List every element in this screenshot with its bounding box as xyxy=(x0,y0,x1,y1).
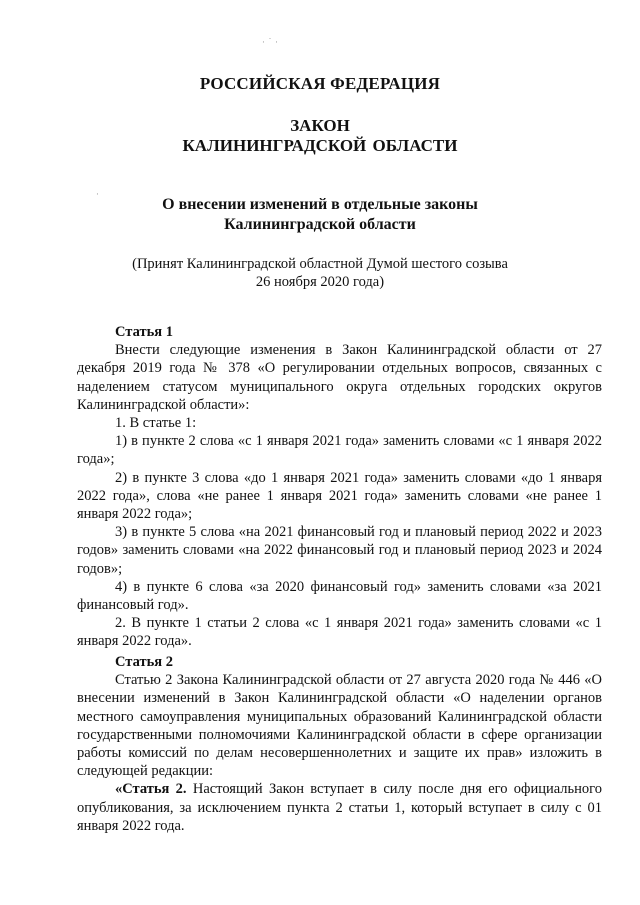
law-heading: ЗАКОН xyxy=(290,116,350,135)
article-1-heading: Статья 1 xyxy=(115,324,173,340)
article-1-subitem-4: 4) в пункте 6 слова «за 2020 финансовый год» заменить словами «за 2021 финансовый год». xyxy=(77,578,602,614)
federation-heading: РОССИЙСКАЯ ФЕДЕРАЦИЯ xyxy=(199,74,441,93)
article-2 xyxy=(77,653,602,835)
quoted-article-label: «Статья 2. xyxy=(115,781,187,798)
law-title-line1: О внесении изменений в отдельные законы xyxy=(162,196,478,213)
article-1-subitem-3: 3) в пункте 5 слова «на 2021 финансовый год и плановый период 2022 и 2023 годов» заменить словами «на 2022 финансовый год и плановый период 2023 и 2024 годов»; xyxy=(77,524,602,577)
article-2-quote xyxy=(77,780,602,835)
article-1-item-2: 2. В пункте 1 статьи 2 слова «с 1 января 2021 года» заменить словами «с 1 января 2022 года». xyxy=(77,615,602,650)
article-2-intro: Статью 2 Закона Калининградской области от 27 августа 2020 года № 446 «О внесении изменений в Закон Калининградской области «О наделении органов местного самоуправления муниципальных образований Калининградской области государственными полномочиями Калининградской области в сфере организации работы комиссий по делам несовершеннолетних и защите их прав» изложить в следующей редакции: xyxy=(77,672,602,780)
scan-speck: · xyxy=(96,190,99,200)
article-1-intro: Внести следующие изменения в Закон Калининградской области от 27 декабря 2019 года № 378 «О регулировании отдельных вопросов, связанных с наделением статусом муниципального округа отдельных городских округов Калининградской области»: xyxy=(77,342,602,413)
scan-speck: · ˙ · xyxy=(262,38,278,48)
adoption-note-line2: 26 ноября 2020 года) xyxy=(255,274,385,290)
region-heading: КАЛИНИНГРАДСКОЙ ОБЛАСТИ xyxy=(182,136,458,155)
article-1-item-1: 1. В статье 1: xyxy=(115,415,197,432)
article-1-subitem-1: 1) в пункте 2 слова «с 1 января 2021 года» заменить словами «с 1 января 2022 года»; xyxy=(77,433,602,468)
article-1 xyxy=(77,323,602,651)
article-2-heading: Статья 2 xyxy=(115,654,173,670)
law-title-line2: Калининградской области xyxy=(224,216,416,233)
article-1-subitem-2: 2) в пункте 3 слова «до 1 января 2021 года» заменить словами «до 1 января 2022 года», слова «не ранее 1 января 2021 года» заменить словами «не ранее 1 января 2022 года»; xyxy=(77,469,602,523)
adoption-note-line1: (Принят Калининградской областной Думой шестого созыва xyxy=(132,256,508,272)
quoted-article-text: Настоящий Закон вступает в силу после дня его официального опубликования, за исключением пункта 2 статьи 1, который вступает в силу с 01 января 2022 года. xyxy=(77,781,602,834)
